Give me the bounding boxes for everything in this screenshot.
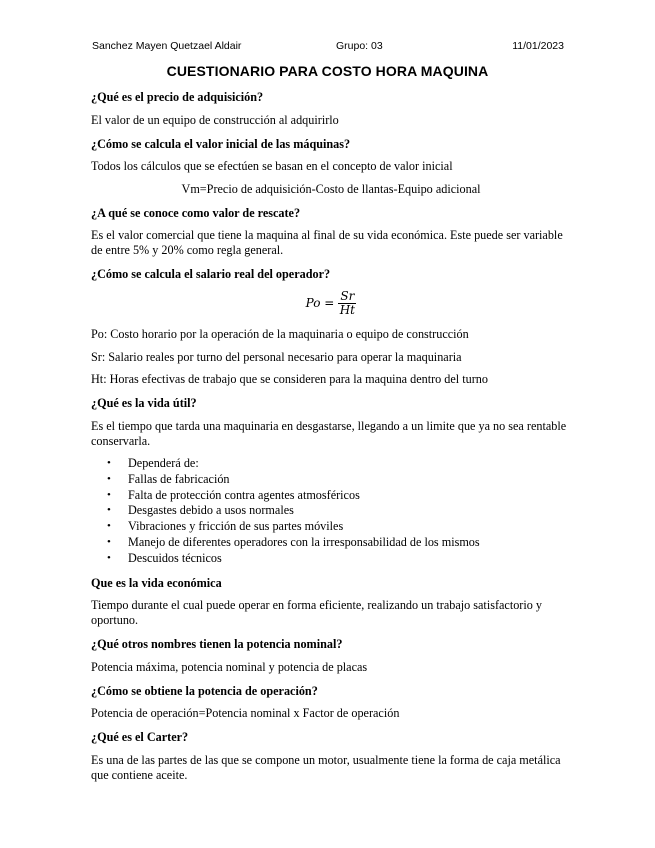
question-7: ¿Qué otros nombres tienen la potencia nominal? [91, 637, 343, 652]
answer-8: Potencia de operación=Potencia nominal x Factor de operación [91, 706, 400, 721]
answer-2-formula: Vm=Precio de adquisición-Costo de llantas-Equipo adicional [181, 181, 481, 196]
question-2: ¿Cómo se calcula el valor inicial de las máquinas? [91, 136, 351, 151]
answer-4-sr: Sr: Salario reales por turno del personal necesario para operar la maquinaria [91, 349, 462, 364]
answer-1: El valor de un equipo de construcción al adquirirlo [91, 112, 339, 127]
answer-4-ht: Ht: Horas efectivas de trabajo que se consideren para la maquina dentro del turno [91, 372, 488, 386]
useful-life-factors-list [91, 456, 571, 567]
document-body [91, 90, 571, 783]
question-4: ¿Cómo se calcula el salario real del operador? [91, 267, 331, 281]
formula-denominator: Ht [339, 302, 355, 317]
list-item: • Fallas de fabricación [128, 472, 571, 488]
list-item: • Desgastes debido a usos normales [128, 503, 571, 519]
salary-formula [91, 290, 571, 320]
list-item: • Falta de protección contra agentes atmosféricos [128, 488, 571, 504]
answer-6: Tiempo durante el cual puede operar en forma eficiente, realizando un trabajo satisfactorio y oportuno. [91, 598, 542, 628]
question-9: ¿Qué es el Carter? [91, 730, 189, 745]
formula-lhs: Po = [305, 295, 335, 310]
list-item: • Manejo de diferentes operadores con la irresponsabilidad de los mismos [128, 535, 571, 551]
formula-numerator: Sr [340, 288, 355, 303]
formula-fraction [338, 290, 356, 317]
question-6: Que es la vida económica [91, 575, 222, 590]
question-5: ¿Qué es la vida útil? [91, 396, 197, 410]
answer-5: Es el tiempo que tarda una maquinaria en desgastarse, llegando a un limite que ya no sea rentable conservarla. [91, 418, 567, 448]
answer-7: Potencia máxima, potencia nominal y potencia de placas [91, 659, 368, 674]
header-date: 11/01/2023 [512, 40, 564, 52]
question-3: ¿A qué se conoce como valor de rescate? [91, 205, 301, 220]
header-group: Grupo: 03 [336, 40, 383, 52]
list-item: • Vibraciones y fricción de sus partes móviles [128, 519, 571, 535]
list-item: • Dependerá de: [128, 456, 571, 472]
header-student-name: Sanchez Mayen Quetzael Aldair [92, 40, 242, 52]
question-8: ¿Cómo se obtiene la potencia de operación? [91, 683, 318, 698]
answer-9: Es una de las partes de las que se compone un motor, usualmente tiene la forma de caja metálica que contiene aceite. [91, 752, 561, 782]
document-title: CUESTIONARIO PARA COSTO HORA MAQUINA [166, 63, 489, 79]
answer-2: Todos los cálculos que se efectúen se basan en el concepto de valor inicial [91, 159, 453, 173]
answer-3: Es el valor comercial que tiene la maquina al final de su vida económica. Este puede ser variable de entre 5% y 20% como regla general. [91, 228, 563, 257]
question-1: ¿Qué es el precio de adquisición? [91, 90, 264, 104]
answer-4-po: Po: Costo horario por la operación de la maquinaria o equipo de construcción [91, 327, 469, 341]
list-item: • Descuidos técnicos [128, 551, 571, 567]
